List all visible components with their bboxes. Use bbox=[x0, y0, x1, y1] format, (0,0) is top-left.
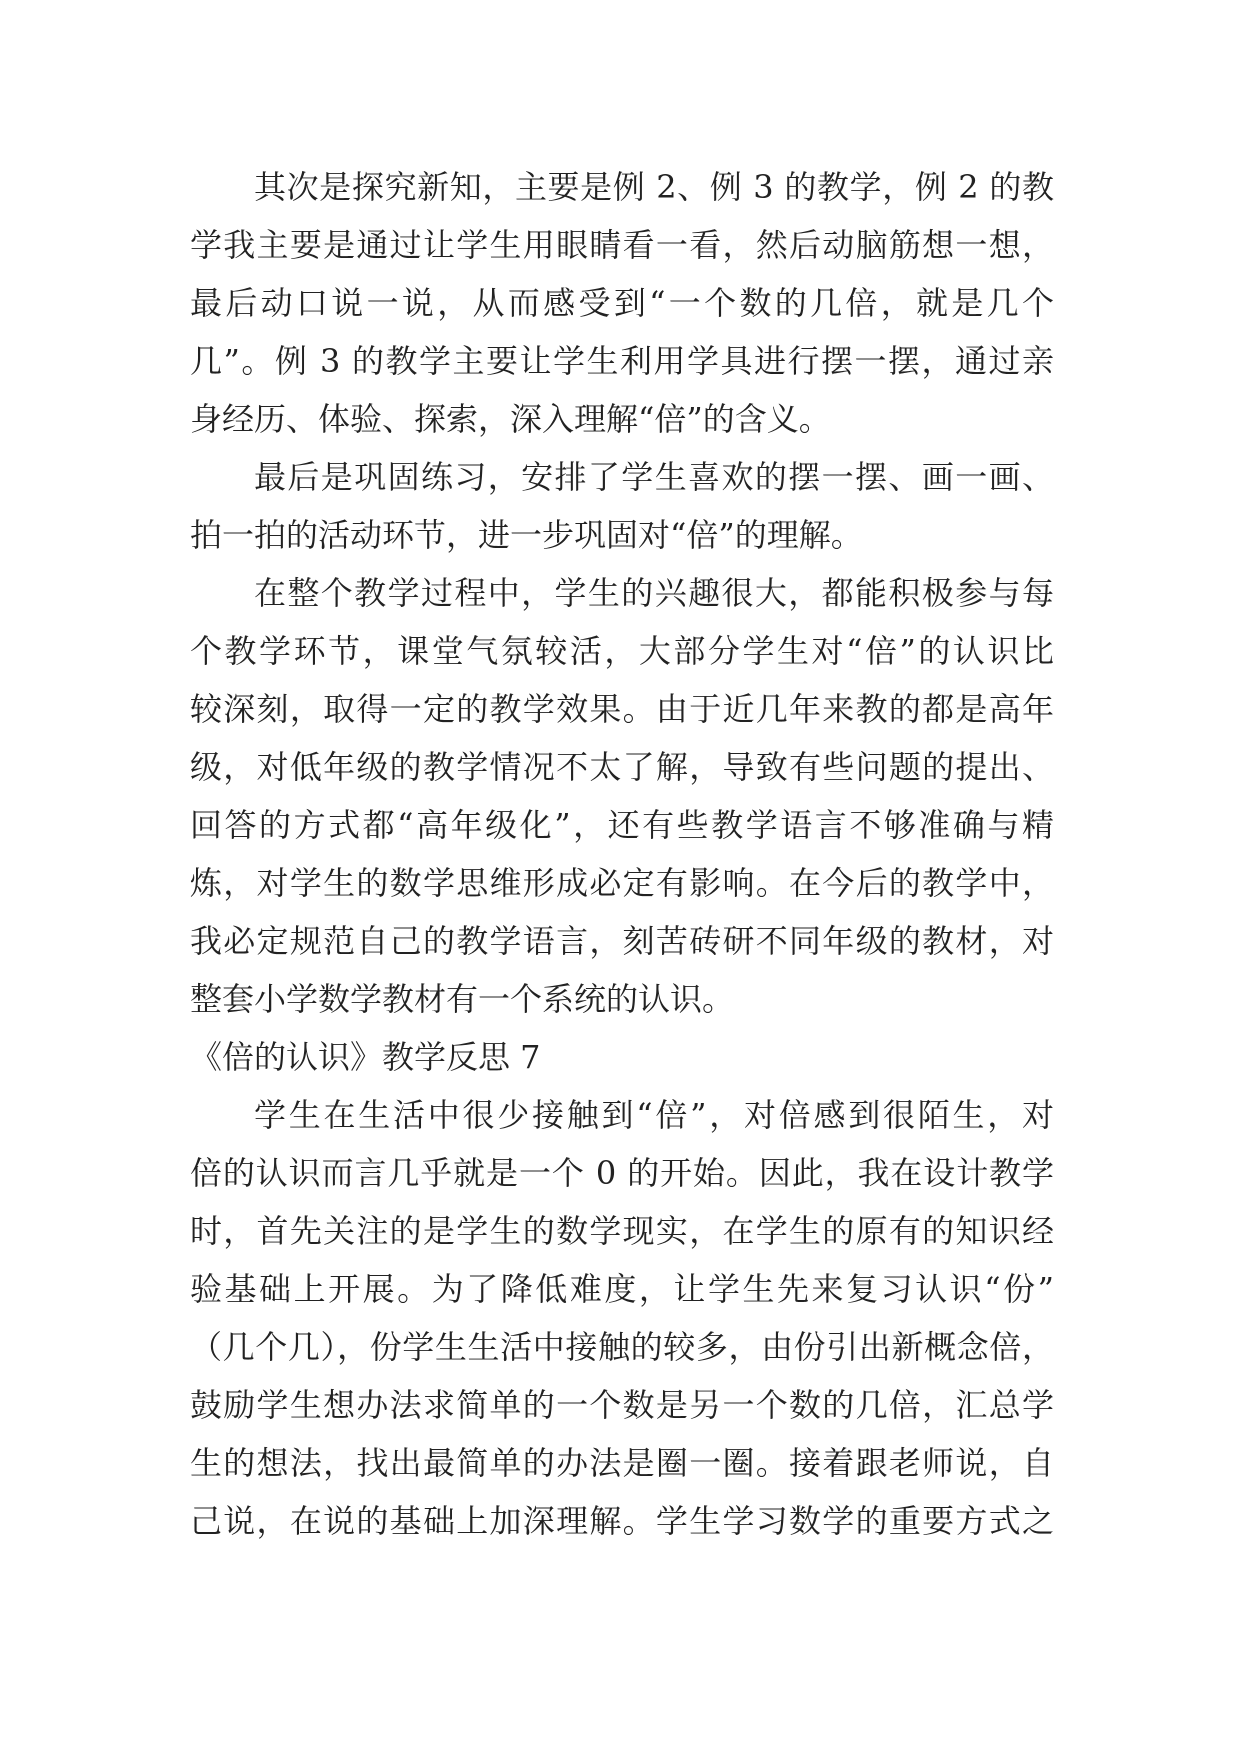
text-line: 鼓励学生想办法求简单的一个数是另一个数的几倍，汇总学 bbox=[190, 1386, 1054, 1424]
text-line: 验基础上开展。为了降低难度，让学生先来复习认识“份” bbox=[190, 1270, 1054, 1308]
text-line: （几个几），份学生生活中接触的较多，由份引出新概念倍， bbox=[190, 1328, 1054, 1366]
text-line: 几”。例 3 的教学主要让学生利用学具进行摆一摆，通过亲 bbox=[190, 342, 1054, 380]
paragraph-2 bbox=[190, 448, 1054, 564]
text-line: 最后动口说一说，从而感受到“一个数的几倍，就是几个 bbox=[190, 284, 1054, 322]
heading-line: 《倍的认识》教学反思 7 bbox=[190, 1038, 541, 1076]
document-page bbox=[190, 158, 1054, 1550]
text-line: 学生在生活中很少接触到“倍”，对倍感到很陌生，对 bbox=[254, 1096, 1054, 1134]
text-line: 其次是探究新知，主要是例 2、例 3 的教学，例 2 的教 bbox=[254, 168, 1054, 206]
text-line: 学我主要是通过让学生用眼睛看一看，然后动脑筋想一想， bbox=[190, 226, 1054, 264]
text-line: 拍一拍的活动环节，进一步巩固对“倍”的理解。 bbox=[190, 516, 863, 554]
text-line: 生的想法，找出最简单的办法是圈一圈。接着跟老师说，自 bbox=[190, 1444, 1054, 1482]
text-line: 时，首先关注的是学生的数学现实，在学生的原有的知识经 bbox=[190, 1212, 1054, 1250]
text-line: 回答的方式都“高年级化”，还有些教学语言不够准确与精 bbox=[190, 806, 1054, 844]
text-line: 较深刻，取得一定的教学效果。由于近几年来教的都是高年 bbox=[190, 690, 1054, 728]
text-line: 我必定规范自己的教学语言，刻苦砖研不同年级的教材，对 bbox=[190, 922, 1054, 960]
text-line: 整套小学数学教材有一个系统的认识。 bbox=[190, 980, 735, 1018]
text-line: 级，对低年级的教学情况不太了解，导致有些问题的提出、 bbox=[190, 748, 1054, 786]
text-line: 最后是巩固练习，安排了学生喜欢的摆一摆、画一画、 bbox=[254, 458, 1054, 496]
text-line: 在整个教学过程中，学生的兴趣很大，都能积极参与每 bbox=[254, 574, 1054, 612]
paragraph-3 bbox=[190, 564, 1054, 1028]
section-heading bbox=[190, 1028, 1054, 1086]
text-line: 身经历、体验、探索，深入理解“倍”的含义。 bbox=[190, 400, 831, 438]
text-line: 炼，对学生的数学思维形成必定有影响。在今后的教学中， bbox=[190, 864, 1054, 902]
paragraph-1 bbox=[190, 158, 1054, 448]
text-line: 倍的认识而言几乎就是一个 0 的开始。因此，我在设计教学 bbox=[190, 1154, 1054, 1192]
text-line: 个教学环节，课堂气氛较活，大部分学生对“倍”的认识比 bbox=[190, 632, 1054, 670]
text-line: 己说，在说的基础上加深理解。学生学习数学的重要方式之 bbox=[190, 1502, 1054, 1540]
paragraph-4 bbox=[190, 1086, 1054, 1550]
